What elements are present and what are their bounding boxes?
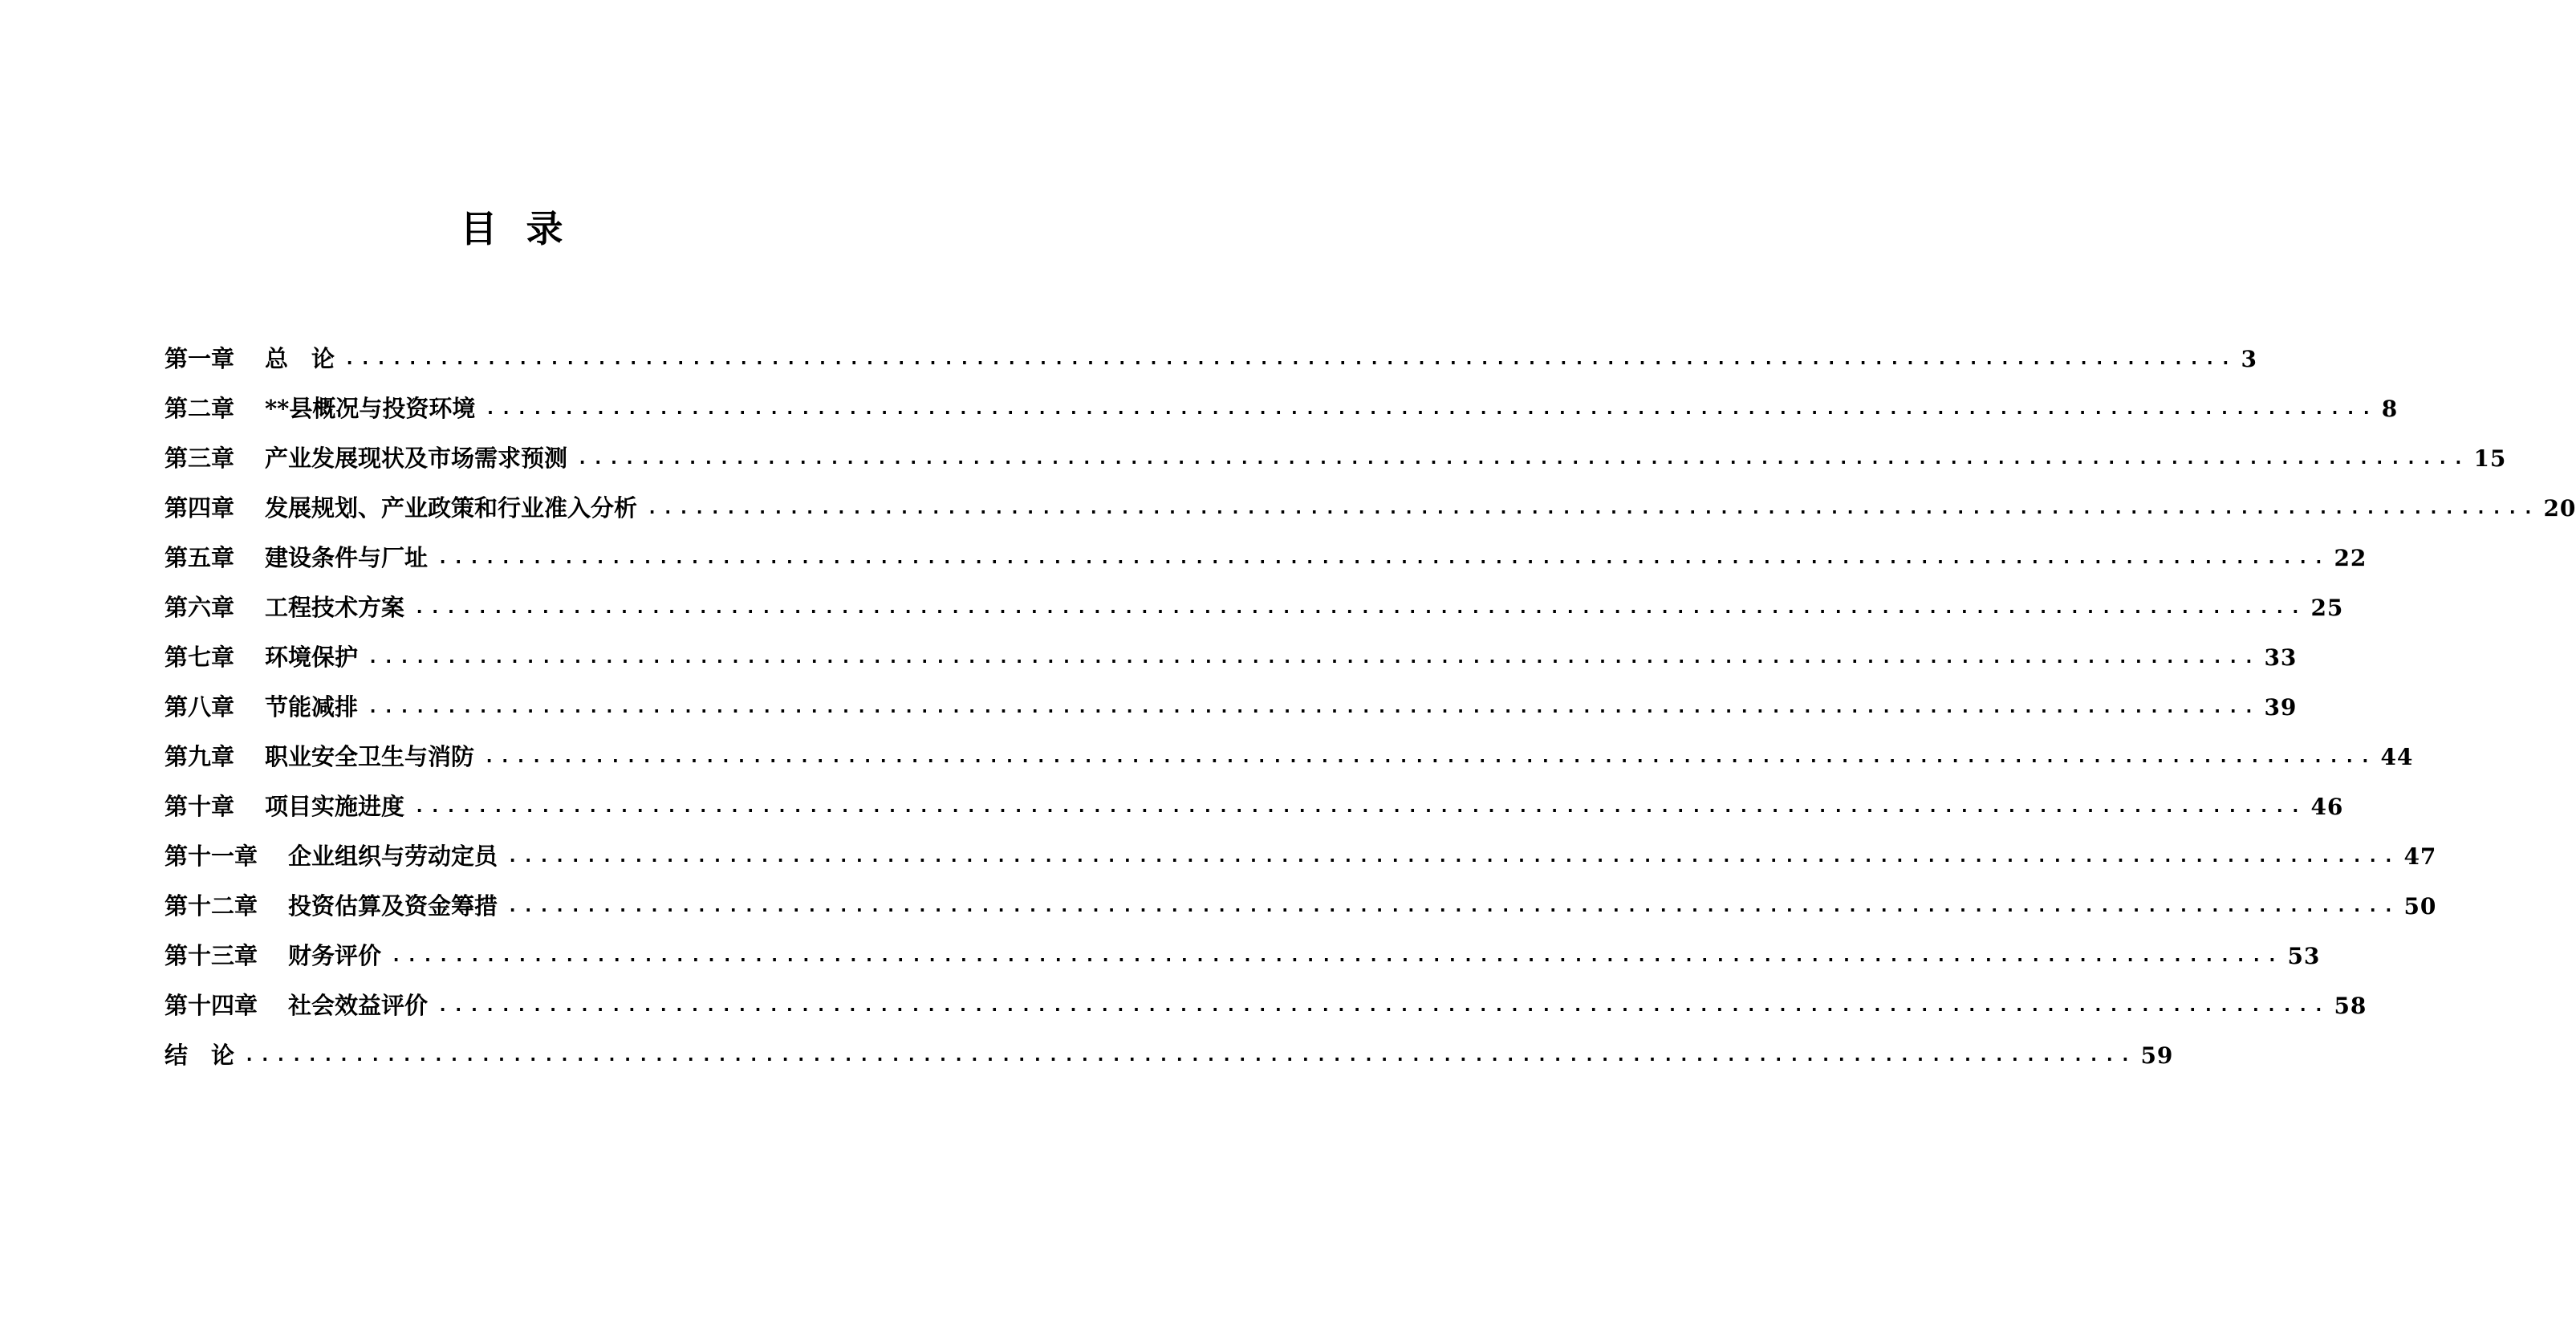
toc-chapter-label: 第十四章 — [165, 992, 258, 1019]
toc-chapter-title: 总 论 — [265, 345, 335, 372]
toc-dot-leader: ........................................................................................................................ — [484, 747, 2376, 767]
toc-page-number: 47 — [2403, 843, 2437, 870]
toc-chapter-label: 结 论 — [165, 1042, 235, 1069]
toc-chapter-label: 第六章 — [165, 594, 235, 621]
toc-chapter-label: 第一章 — [165, 345, 235, 372]
toc-chapter-title: **县概况与投资环境 — [265, 395, 476, 422]
toc-chapter-title: 投资估算及资金筹措 — [288, 892, 498, 920]
toc-entry[interactable] — [165, 321, 2257, 372]
toc-entry[interactable] — [165, 520, 2367, 571]
toc-entry[interactable] — [165, 968, 2367, 1019]
toc-chapter-label: 第八章 — [165, 693, 235, 721]
toc-chapter-label: 第二章 — [165, 395, 235, 422]
toc-page-number: 8 — [2381, 396, 2399, 422]
toc-entry[interactable] — [165, 868, 2437, 920]
toc-page-number: 39 — [2264, 694, 2298, 721]
toc-dot-leader: ........................................................................................................................ — [485, 399, 2377, 419]
toc-dot-leader: ........................................................................................................................ — [344, 349, 2237, 369]
toc-chapter-label: 第十章 — [165, 793, 235, 820]
toc-dot-leader: ........................................................................................................................ — [507, 847, 2399, 867]
toc-chapter-title: 项目实施进度 — [265, 793, 405, 820]
toc-page-number: 33 — [2264, 644, 2298, 671]
toc-entry[interactable] — [165, 769, 2344, 820]
toc-dot-leader: ........................................................................................................................ — [368, 648, 2260, 668]
toc-dot-leader: ........................................................................................................................ — [414, 598, 2306, 618]
toc-chapter-title: 环境保护 — [265, 644, 359, 671]
toc-dot-leader: ........................................................................................................................ — [244, 1046, 2136, 1066]
toc-entry[interactable] — [165, 371, 2399, 422]
toc-dot-leader: ........................................................................................................................ — [437, 996, 2330, 1016]
toc-chapter-title: 节能减排 — [265, 693, 359, 721]
toc-heading-char: 目 — [460, 207, 498, 250]
toc-page-number: 15 — [2473, 445, 2507, 472]
toc-chapter-title: 职业安全卫生与消防 — [265, 743, 475, 770]
toc-chapter-label: 第四章 — [165, 494, 235, 522]
toc-chapter-label: 第十二章 — [165, 892, 258, 920]
toc-entry[interactable] — [165, 1017, 2174, 1069]
toc-chapter-title: 财务评价 — [288, 942, 382, 969]
toc-chapter-label: 第十三章 — [165, 942, 258, 969]
toc-page-number: 59 — [2140, 1042, 2174, 1069]
toc-entry[interactable] — [165, 818, 2437, 870]
toc-heading-char: 录 — [526, 207, 563, 250]
toc-dot-leader: ........................................................................................................................ — [577, 449, 2469, 469]
table-of-contents — [165, 321, 2576, 1069]
toc-dot-leader: ........................................................................................................................ — [647, 498, 2539, 518]
toc-dot-leader: ........................................................................................................................ — [391, 946, 2283, 966]
toc-page-number: 3 — [2241, 346, 2257, 372]
toc-chapter-title: 建设条件与厂址 — [265, 544, 429, 571]
toc-entry[interactable] — [165, 570, 2344, 621]
toc-entry[interactable] — [165, 420, 2507, 472]
toc-entry[interactable] — [165, 918, 2321, 969]
toc-chapter-label: 第七章 — [165, 644, 235, 671]
toc-chapter-label: 第九章 — [165, 743, 235, 770]
toc-page-number: 46 — [2310, 794, 2344, 820]
toc-entry[interactable] — [165, 619, 2298, 671]
toc-entry[interactable] — [165, 470, 2576, 522]
toc-page-number: 53 — [2287, 943, 2321, 969]
toc-chapter-title: 企业组织与劳动定员 — [288, 843, 498, 870]
toc-dot-leader: ........................................................................................................................ — [368, 697, 2260, 717]
toc-dot-leader: ........................................................................................................................ — [507, 896, 2399, 916]
toc-heading — [0, 207, 1023, 250]
toc-page-number: 44 — [2380, 744, 2414, 770]
toc-entry[interactable] — [165, 719, 2414, 770]
toc-dot-leader: ........................................................................................................................ — [414, 797, 2306, 817]
toc-page-number: 25 — [2310, 595, 2344, 621]
toc-dot-leader: ........................................................................................................................ — [437, 548, 2330, 568]
toc-chapter-title: 工程技术方案 — [265, 594, 405, 621]
toc-entry[interactable] — [165, 669, 2298, 721]
toc-chapter-title: 社会效益评价 — [288, 992, 429, 1019]
toc-chapter-title: 产业发展现状及市场需求预测 — [265, 445, 568, 472]
toc-chapter-title: 发展规划、产业政策和行业准入分析 — [265, 494, 638, 522]
toc-page-number: 50 — [2403, 893, 2437, 920]
toc-page-number: 58 — [2334, 993, 2367, 1019]
toc-chapter-label: 第十一章 — [165, 843, 258, 870]
toc-chapter-label: 第三章 — [165, 445, 235, 472]
toc-page-number: 20 — [2543, 495, 2576, 522]
toc-chapter-label: 第五章 — [165, 544, 235, 571]
toc-page-number: 22 — [2334, 545, 2367, 571]
